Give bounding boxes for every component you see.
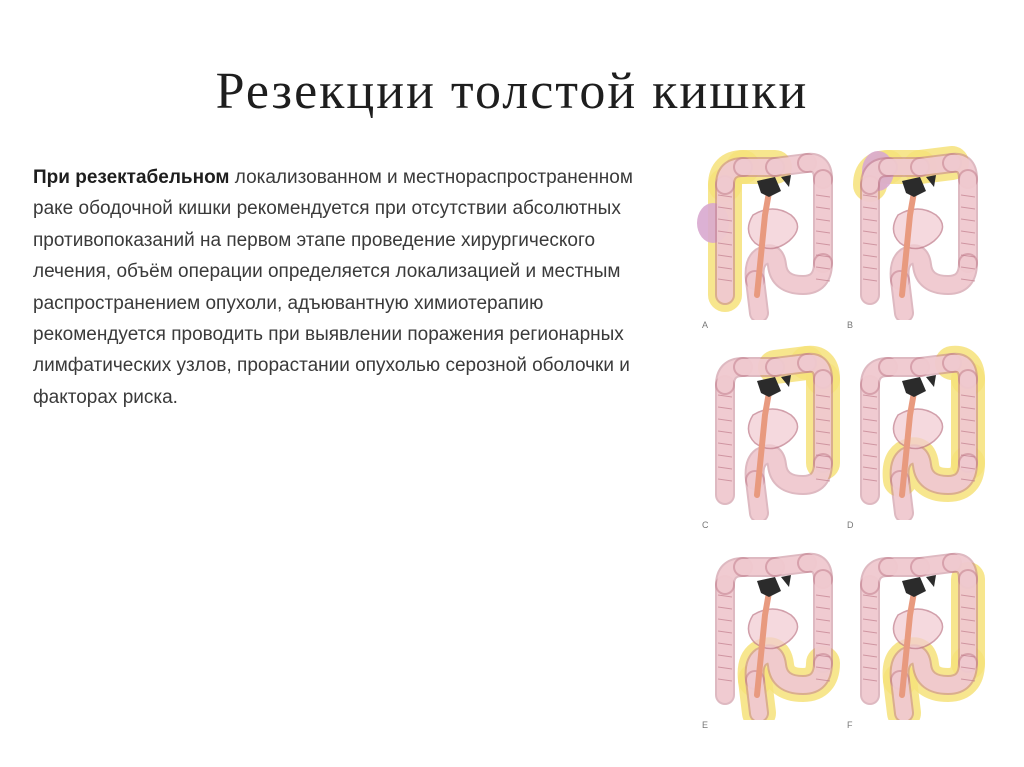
colon-diagram-a xyxy=(690,140,840,320)
panel-label: E xyxy=(702,720,709,730)
vascular-pedicle xyxy=(902,577,926,597)
slide-title: Резекции толстой кишки xyxy=(215,63,809,120)
small-bowel xyxy=(893,609,942,649)
vascular-pedicle xyxy=(926,575,936,587)
colon-resection-panel-b xyxy=(835,140,985,340)
colon-diagram-e xyxy=(690,540,840,720)
panel-label: D xyxy=(847,520,854,530)
colon-diagram-d xyxy=(835,340,985,520)
small-bowel xyxy=(748,409,797,449)
colon-resection-panel-d xyxy=(835,340,985,540)
colon-resection-panel-c xyxy=(690,340,840,540)
small-bowel xyxy=(748,609,797,649)
small-bowel xyxy=(893,409,942,449)
panel-label: A xyxy=(702,320,709,330)
colon-diagram-b xyxy=(835,140,985,320)
vascular-pedicle xyxy=(926,375,936,387)
body-text: локализованном и местнораспространенном раке ободочной кишки рекомендуется при отсутствии абсолютных противопоказаний на первом этапе проведение хирургического лечения, объём операции определяется локализацией и местным распространением опухоли, адъювантную химиотерапию рекомендуется проводить при выявлении поражения регионарных лимфатических узлов, прорастании опухолью серозной оболочки и факторах риска. xyxy=(33,167,633,408)
vascular-pedicle xyxy=(781,575,791,587)
colon-resection-panel-e xyxy=(690,540,840,740)
vascular-pedicle xyxy=(757,577,781,597)
panel-label: B xyxy=(847,320,854,330)
panel-label: F xyxy=(847,720,853,730)
small-bowel xyxy=(893,209,942,249)
small-bowel xyxy=(748,209,797,249)
body-lead-bold: При резектабельном xyxy=(33,167,230,188)
resection-diagram-figure xyxy=(690,140,990,740)
colon-resection-panel-a xyxy=(690,140,840,340)
panel-label: C xyxy=(702,520,709,530)
colon-diagram-f xyxy=(835,540,985,720)
colon-diagram-c xyxy=(690,340,840,520)
colon-resection-panel-f xyxy=(835,540,985,740)
vascular-pedicle xyxy=(902,377,926,397)
body-paragraph xyxy=(33,162,668,413)
